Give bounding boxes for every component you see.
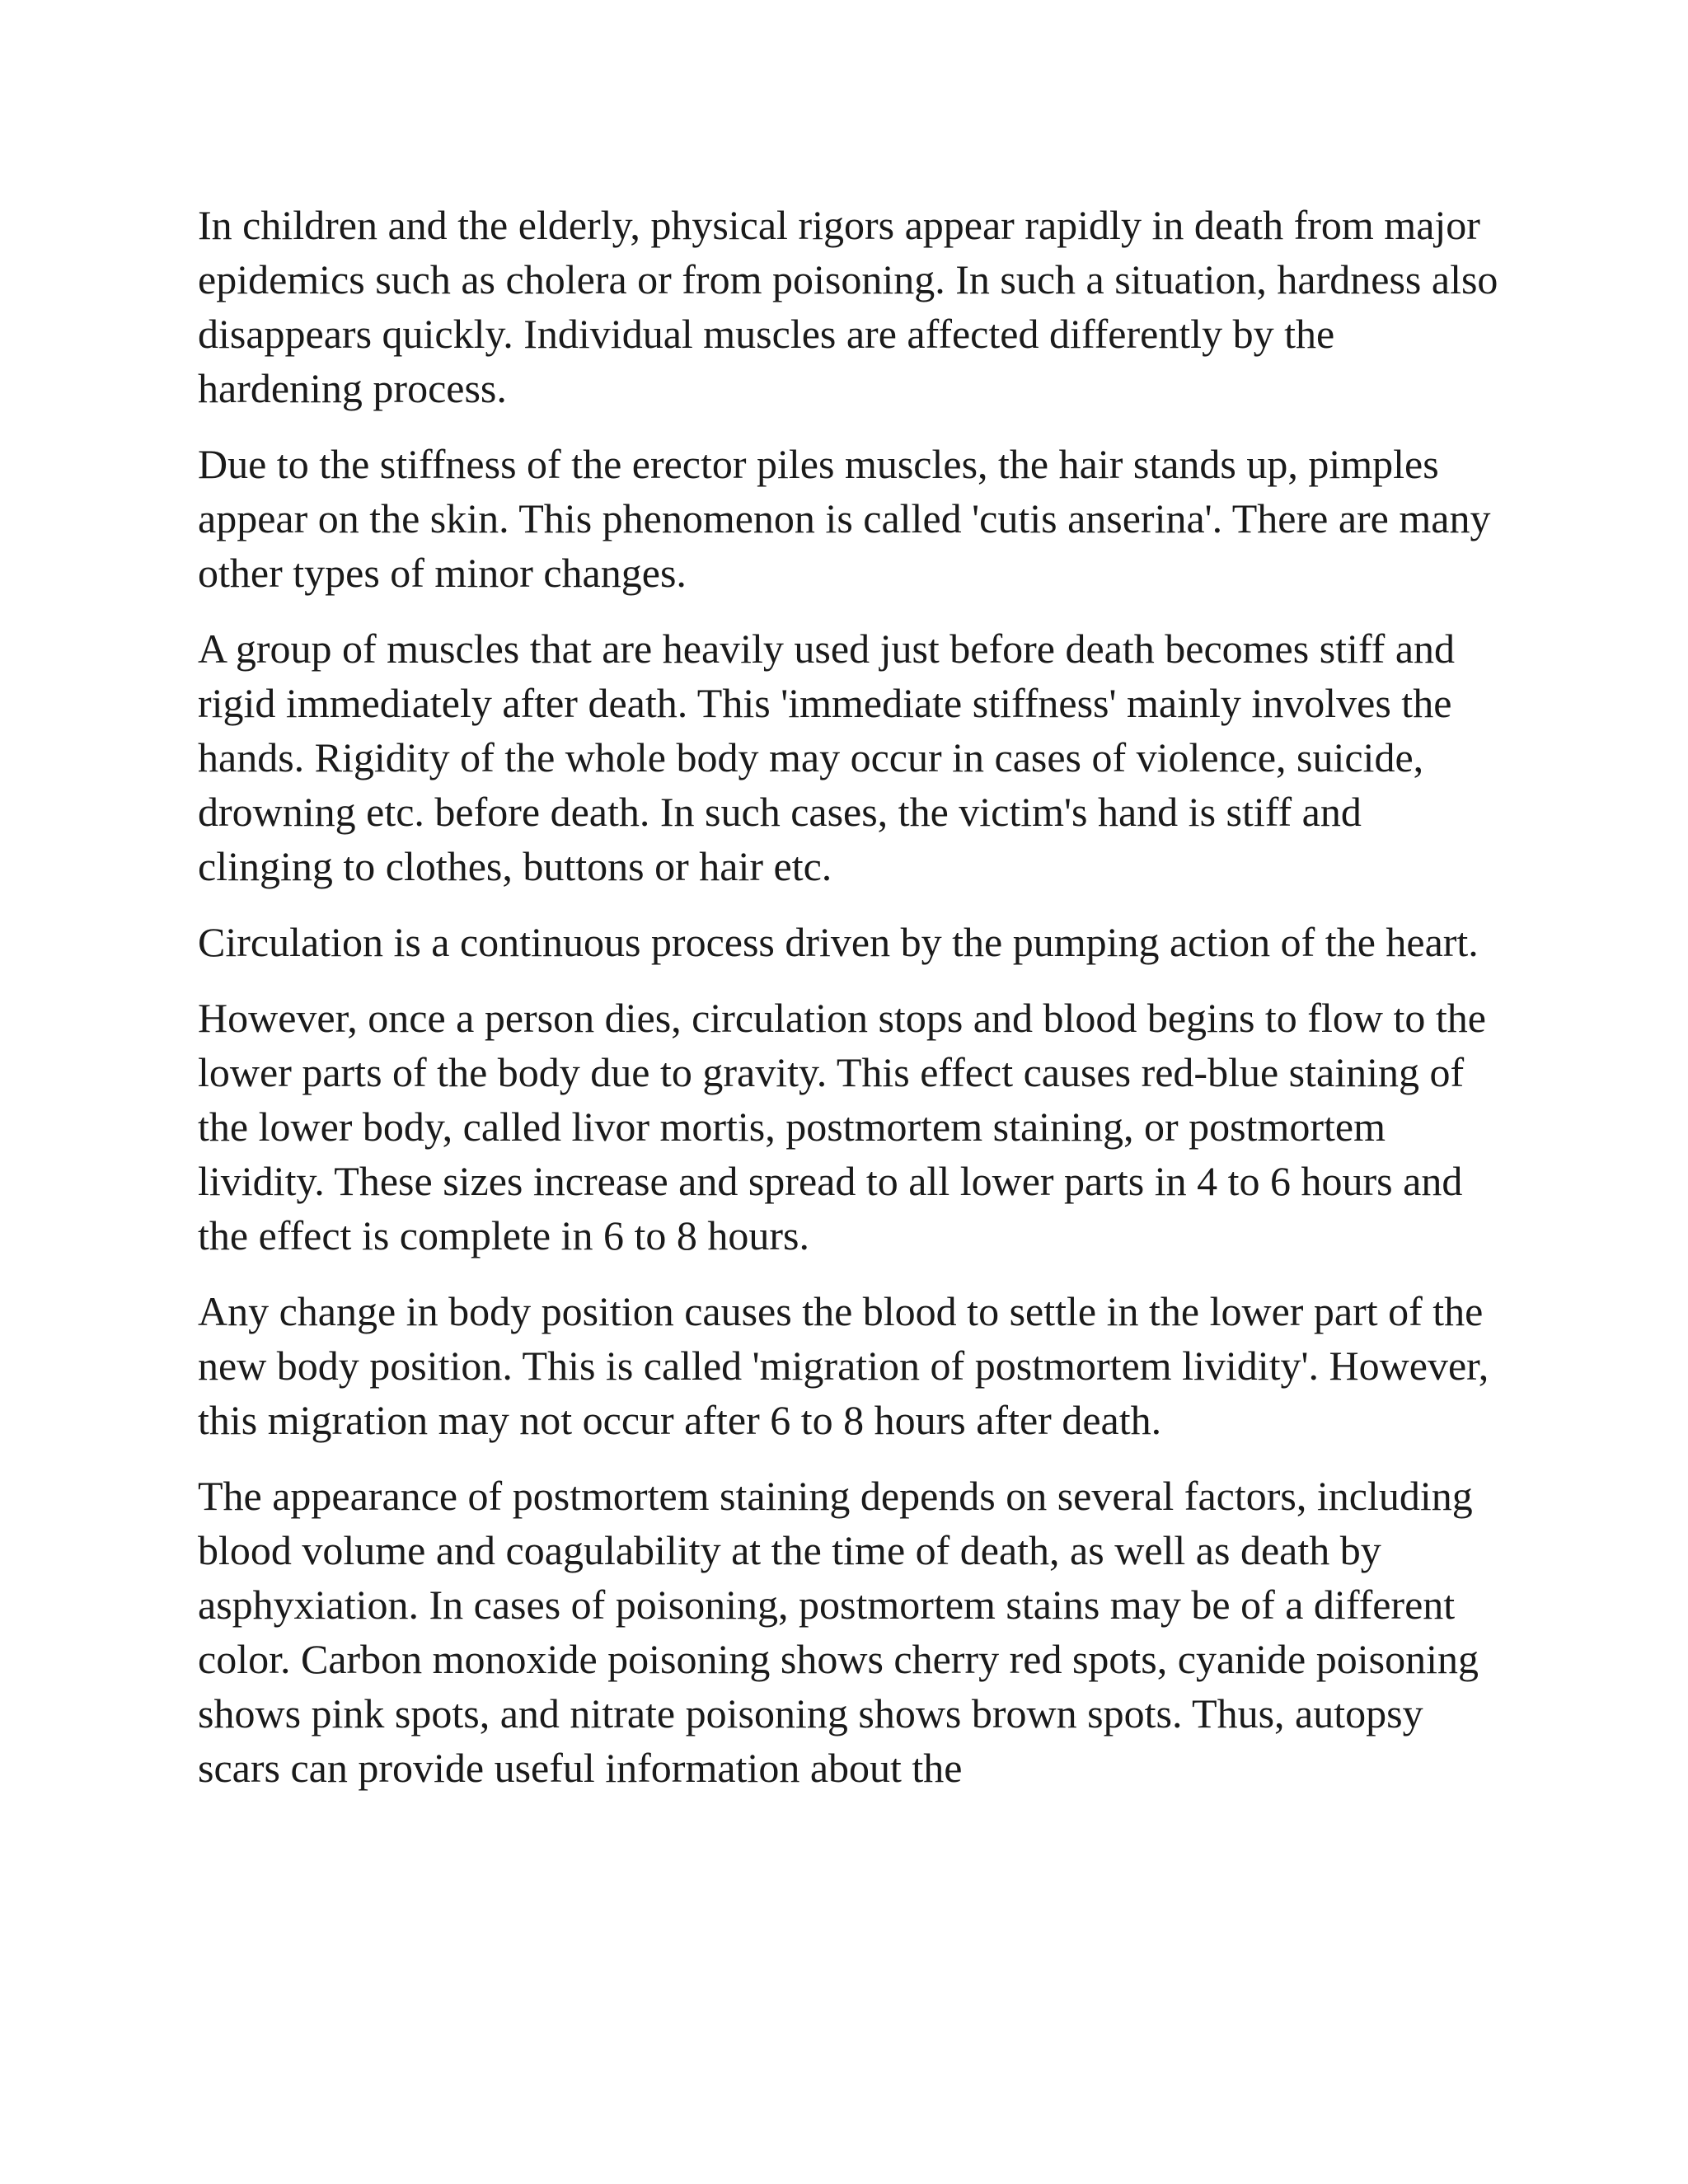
paragraph-circulation: Circulation is a continuous process driven by the pumping action of the heart. [198,919,1479,965]
paragraph-migration-lividity: Any change in body position causes the blood to settle in the lower part of the new body position. This is called 'migration of postmortem lividity'. However, this migration may not occur after 6 to 8 hours after death. [198,1288,1489,1443]
paragraph-immediate-stiffness: A group of muscles that are heavily used just before death becomes stiff and rigid immediately after death. This 'immediate stiffness' mainly involves the hands. Rigidity of the whole body may occur in cases of violence, suicide, drowning etc. before death. In such cases, the victim's hand is stiff and clinging to clothes, buttons or hair etc. [198,626,1456,889]
paragraph-rigor-children-elderly: In children and the elderly, physical rigors appear rapidly in death from major epidemics such as cholera or from poisoning. In such a situation, hardness also disappears quickly. Individual muscles are affected differently by the hardening process. [198,202,1498,411]
paragraph-postmortem-staining-factors: The appearance of postmortem staining depends on several factors, including blood volume and coagulability at the time of death, as well as death by asphyxiation. In cases of poisoning, postmortem stains may be of a different color. Carbon monoxide poisoning shows cherry red spots, cyanide poisoning shows pink spots, and nitrate poisoning shows brown spots. Thus, autopsy scars can provide useful information about the [198,1473,1479,1791]
paragraph-livor-mortis: However, once a person dies, circulation stops and blood begins to flow to the lower parts of the body due to gravity. This effect causes red-blue staining of the lower body, called livor mortis, postmortem staining, or postmortem lividity. These sizes increase and spread to all lower parts in 4 to 6 hours and the effect is complete in 6 to 8 hours. [198,995,1486,1258]
paragraph-cutis-anserina: Due to the stiffness of the erector piles muscles, the hair stands up, pimples appear on the skin. This phenomenon is called 'cutis anserina'. There are many other types of minor changes. [198,441,1491,596]
document-body [198,198,1500,1816]
